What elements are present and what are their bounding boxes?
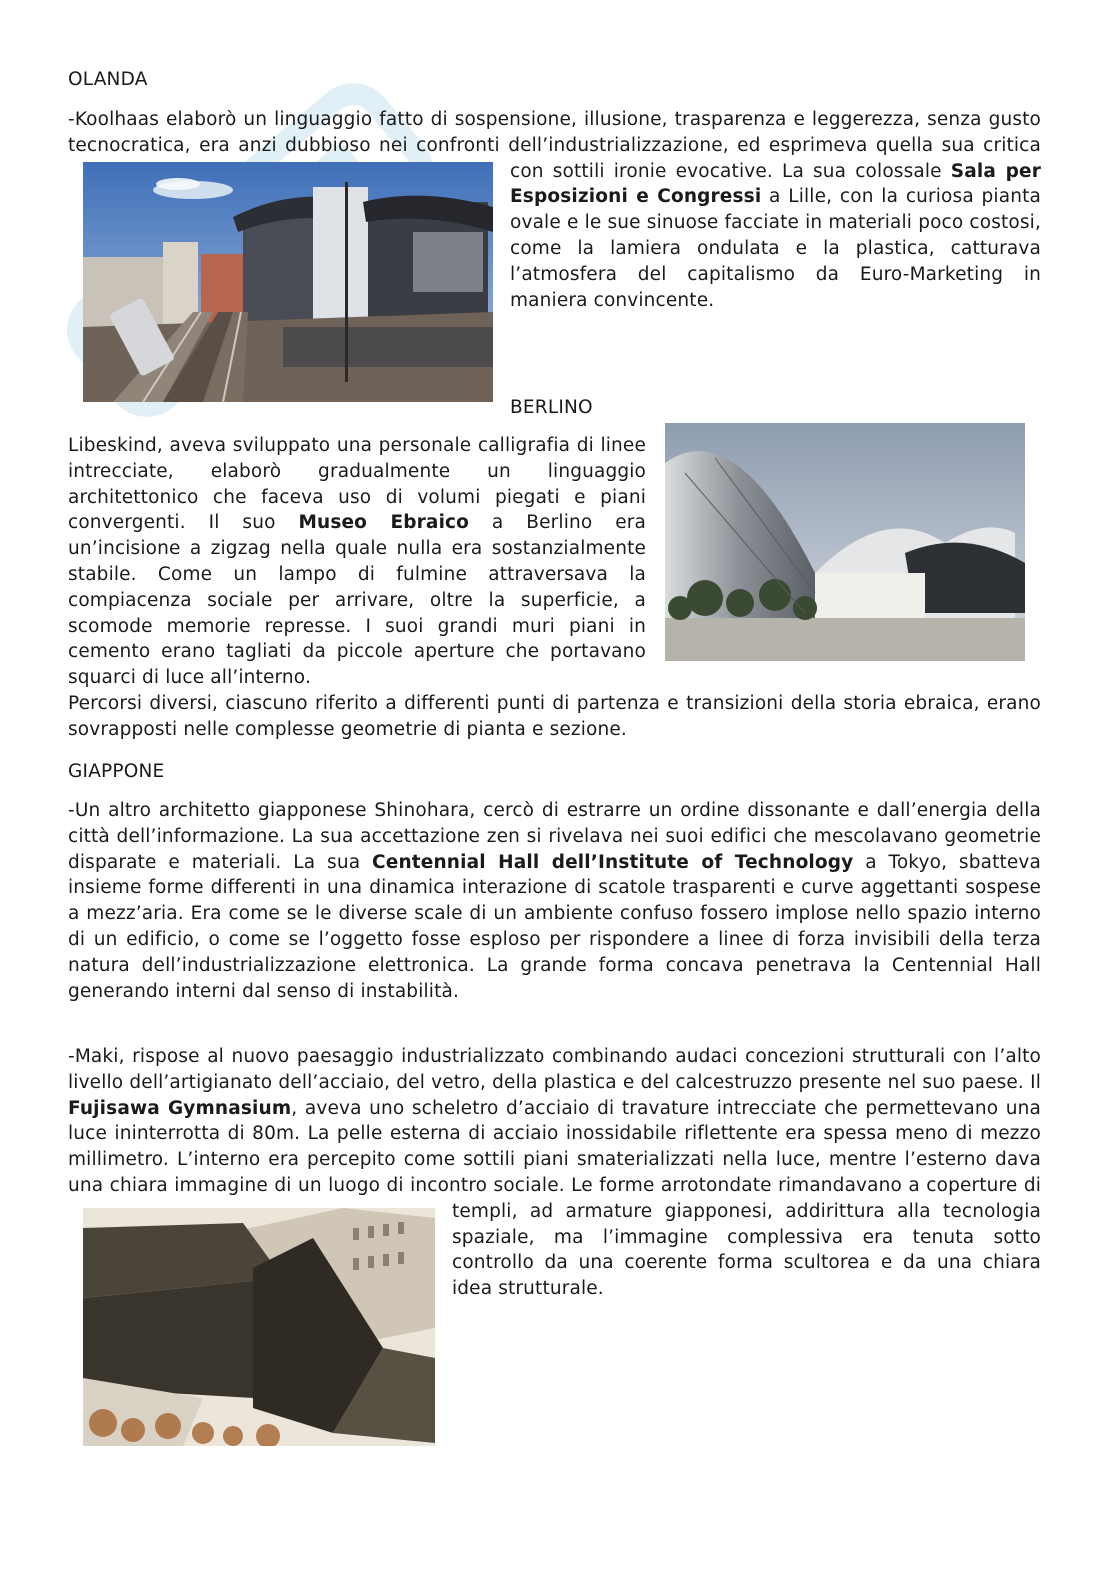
heading-olanda: OLANDA [68, 69, 148, 90]
olanda-text-a: -Koolhaas elaborò un linguaggio fatto di sospensione, illusione, trasparenza e leggerezza, senza gusto tecnocratica, era anzi dubbioso nei confronti dell’industrializzazione, ed esprimeva quella sua critica con sottili ironie evocative. La sua colossale [68, 109, 1041, 182]
heading-berlino: BERLINO [510, 397, 593, 418]
olanda-bold-sala: Sala per Esposizioni e Congressi [510, 160, 1041, 208]
paragraph-maki [68, 1044, 1041, 1399]
maki-text-a: -Maki, rispose al nuovo paesaggio industrializzato combinando audaci concezioni strutturali con l’alto livello dell’artigianato dell’acciaio, del vetro, della plastica e del calcestruzzo presente nel suo paese. Il [68, 1046, 1041, 1093]
shinohara-text-b: a Tokyo, sbatteva insieme forme differenti in una dinamica interazione di scatole trasparenti e curve aggettanti sospese a mezz’aria. Era come se le diverse scale di un ambiente confuso fossero implose nello spazio interno di un edificio, o come se l’oggetto fosse esploso per rispondere a linee di forza invisibili della terza natura dell’industrializzazione elettronica. La grande forma concava penetrava la Centennial Hall generando interni dal senso di instabilità. [68, 851, 1042, 1002]
photo-jewish-museum [665, 423, 1025, 661]
olanda-text-b: a Lille, con la curiosa pianta ovale e le sue sinuose facciate in materiali poco costosi, come la lamiera ondulata e la plastica, catturava l’atmosfera del capitalismo da Euro-Marketing in maniera convincente. [510, 186, 1041, 311]
maki-bold-fujisawa: Fujisawa Gymnasium [68, 1097, 292, 1119]
maki-text-b: , aveva uno scheletro d’acciaio di travature intrecciate che permettevano una luce ininterrotta di 80m. La pelle esterna di acciaio inossidabile riflettente era spessa meno di mezzo millimetro. L’interno era percepito come sottili piani smaterializzati nella luce, mentre l’esterno dava una chiara immagine di un luogo di incontro sociale. Le forme arrotondate rimandavano a coperture di templi, ad armature giapponesi, addirittura alla tecnologia spaziale, ma l’immagine complessiva era tenuta sotto controllo da una coerente forma scultorea e da una chiara idea strutturale. [68, 1097, 1041, 1300]
shinohara-bold-centennial: Centennial Hall dell’Institute of Technology [372, 851, 854, 873]
paragraph-shinohara [68, 798, 1041, 1004]
shinohara-text-a: -Un altro architetto giapponese Shinohara, cercò di estrarre un ordine dissonante e dall’energia della città dell’informazione. La sua accettazione zen si rivelava nei suoi edifici che mescolavano geometrie disparate e materiali. La sua [68, 800, 1041, 873]
berlino-text-a: Libeskind, aveva sviluppato una personale calligrafia di linee intrecciate, elaborò gradualmente un linguaggio architettonico che faceva uso di volumi piegati e piani convergenti. Il suo [68, 435, 646, 534]
paragraph-berlino [68, 433, 646, 691]
heading-giappone: GIAPPONE [68, 761, 165, 782]
berlino-text-b: a Berlino era un’incisione a zigzag nella quale nulla era sostanzialmente stabile. Come un lampo di fulmine attraversava la compiacenza sociale per arrivare, oltre la superficie, a scomode memorie represse. I suoi grandi muri piani in cemento erano tagliati da piccole aperture che portavano squarci di luce all’interno. [68, 512, 647, 689]
berlino-bold-museo: Museo Ebraico [298, 512, 470, 534]
paragraph-berlino-percorsi: Percorsi diversi, ciascuno riferito a differenti punti di partenza e transizioni della storia ebraica, erano sovrapposti nelle complesse geometrie di pianta e sezione. [68, 693, 1041, 740]
paragraph-olanda [68, 107, 1041, 395]
